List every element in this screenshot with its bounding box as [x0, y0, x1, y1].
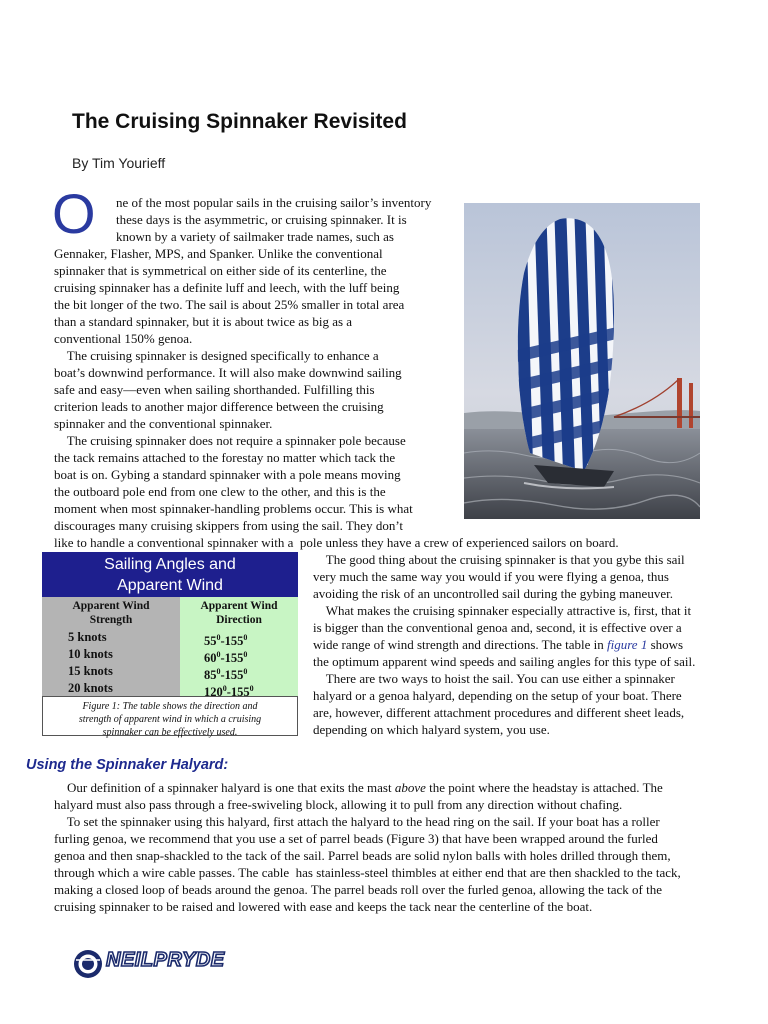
text-line: Gennaker, Flasher, MPS, and Spanker. Unlike the conventional: [54, 246, 383, 261]
text-line: are, however, different attachment procedures and different sheet leads,: [313, 705, 685, 720]
angle-min: 120: [204, 685, 223, 700]
text-line: these days is the asymmetric, or cruising spinnaker. It is: [116, 212, 407, 227]
emphasis: above: [394, 780, 426, 795]
text-line: halyard or a genoa halyard, depending on the setup of your boat. There: [313, 688, 682, 703]
degree-mark: 0: [243, 633, 248, 642]
column-header-line: Direction: [216, 614, 262, 626]
text-line: ne of the most popular sails in the cruising sailor’s inventory: [116, 195, 432, 210]
degree-mark: 0: [216, 650, 221, 659]
text-line: the bit longer of the two. The sail is about 25% smaller in total area: [54, 297, 405, 312]
text-line: criterion leads to another major difference between the cruising: [54, 399, 384, 414]
text-span: Our definition of a spinnaker halyard is one that exits the mast: [54, 780, 395, 795]
text-line: very much the same way you would if you were flying a genoa, thus: [313, 569, 669, 584]
text-line: furling genoa, we recommend that you use a set of parrel beads (Figure 3) that have been wrapped around the furled: [54, 831, 658, 846]
text-line: The cruising spinnaker is designed specifically to enhance a: [54, 348, 379, 363]
text-line: halyard must also pass through a free-swiveling block, allowing it to pull from any direction without chafing.: [54, 797, 623, 812]
text-line: boat is on. Gybing a standard spinnaker with a pole means moving: [54, 467, 401, 482]
text-line: spinnaker that is symmetrical on either side of its centerline, the: [54, 263, 387, 278]
text-line: cruising spinnaker to be raised and lowered with ease and keeps the tack near the centerline of the boat.: [54, 899, 593, 914]
table-cell: 20 knots: [68, 681, 113, 695]
table-title: [42, 552, 298, 597]
text-line: than a standard spinnaker, but it is about twice as big as a: [54, 314, 353, 329]
text-span: wide range of wind strength and directions. The table in: [313, 637, 607, 652]
logo-wordmark: NEILPRYDE: [106, 949, 225, 971]
table-cell: 10 knots: [68, 647, 113, 661]
text-line: cruising spinnaker has a definite luff and leech, with the luff being: [54, 280, 400, 295]
column-header: [180, 597, 298, 629]
drop-cap: O: [52, 182, 96, 245]
figure-caption: [42, 696, 298, 736]
text-line: conventional 150% genoa.: [54, 331, 193, 346]
neilpryde-logo: [72, 946, 242, 982]
text-line: the tack remains attached to the forestay no matter which tack the: [54, 450, 396, 465]
angle-max: -155: [220, 634, 244, 649]
text-line: the outboard pole end from one clew to the other, and this is the: [54, 484, 386, 499]
angle-min: 85: [204, 668, 217, 683]
neilpryde-logo-icon: [72, 948, 104, 980]
text-line: like to handle a conventional spinnaker with a pole unless they have a crew of experienced sailors on board.: [54, 535, 619, 550]
angle-max: -155: [226, 685, 250, 700]
text-line: The cruising spinnaker does not require a spinnaker pole because: [54, 433, 406, 448]
direction-column: [180, 597, 298, 700]
section-heading: Using the Spinnaker Halyard:: [26, 757, 229, 773]
table-cell: [180, 680, 298, 700]
strength-column: [42, 597, 180, 696]
column-header-line: Strength: [89, 614, 133, 626]
degree-mark: 0: [216, 667, 221, 676]
table-cell: [180, 646, 298, 666]
text-line: moment when most spinnaker-handling problems occur. This is what: [54, 501, 413, 516]
column-header-line: Apparent Wind: [72, 600, 150, 612]
degree-mark: 0: [243, 667, 248, 676]
degree-mark: 0: [216, 633, 221, 642]
sailing-angles-table: [42, 552, 298, 736]
table-cell: [180, 629, 298, 649]
angle-max: -155: [220, 668, 244, 683]
text-line: through which a wire cable passes. The cable has stainless-steel thimbles at either end that are then shackled to the tack,: [54, 865, 681, 880]
degree-mark: 0: [222, 684, 227, 693]
figure-reference: figure 1: [607, 637, 648, 652]
article-title: The Cruising Spinnaker Revisited: [72, 110, 407, 133]
text-line: [54, 779, 663, 796]
text-line: safe and easy—even when sailing shorthanded. Fulfilling this: [54, 382, 375, 397]
text-span: the point where the headstay is attached. The: [425, 780, 663, 795]
text-line: To set the spinnaker using this halyard, first attach the halyard to the head ring on the sail. If your boat has a roller: [54, 814, 660, 829]
table-title-line: Sailing Angles and: [104, 556, 236, 573]
text-line: discourages many cruising skippers from using the sail. They don’t: [54, 518, 404, 533]
caption-line: strength of apparent wind in which a cruising: [78, 714, 262, 725]
text-line: is bigger than the conventional genoa and, second, it is effective over a: [313, 620, 682, 635]
angle-min: 55: [204, 634, 217, 649]
text-line: genoa and then snap-shackled to the tack of the sail. Parrel beads are solid nylon balls with holes drilled through them,: [54, 848, 671, 863]
sailboat-spinnaker-photo: [464, 203, 700, 519]
text-line: What makes the cruising spinnaker especially attractive is, first, that it: [313, 603, 692, 618]
text-line: avoiding the risk of an uncontrolled sail during the gybing maneuver.: [313, 586, 673, 601]
table-cell: 15 knots: [68, 664, 113, 678]
table-body: [42, 597, 298, 700]
text-line: [313, 636, 683, 653]
text-line: The good thing about the cruising spinnaker is that you gybe this sail: [313, 552, 685, 567]
degree-mark: 0: [249, 684, 254, 693]
caption-line: spinnaker can be effectively used.: [102, 727, 238, 738]
table-cell: [180, 663, 298, 683]
table-title-line: Apparent Wind: [117, 577, 223, 594]
degree-mark: 0: [243, 650, 248, 659]
caption-line: Figure 1: The table shows the direction and: [82, 701, 258, 712]
text-span: shows: [647, 637, 684, 652]
column-header-line: Apparent Wind: [200, 600, 278, 612]
byline: By Tim Yourieff: [72, 155, 166, 171]
column-header: [42, 597, 180, 629]
text-line: depending on which halyard system, you use.: [313, 722, 550, 737]
angle-min: 60: [204, 651, 217, 666]
table-cell: 5 knots: [68, 630, 107, 644]
text-line: spinnaker and the conventional spinnaker.: [54, 416, 273, 431]
text-line: boat’s downwind performance. It will also make downwind sailing: [54, 365, 402, 380]
text-line: known by a variety of sailmaker trade names, such as: [116, 229, 394, 244]
text-line: the optimum apparent wind speeds and sailing angles for this type of sail.: [313, 654, 696, 669]
angle-max: -155: [220, 651, 244, 666]
text-line: making a closed loop of beads around the genoa. The parrel beads roll over the furled genoa, allowing the tack of the: [54, 882, 663, 897]
text-line: There are two ways to hoist the sail. You can use either a spinnaker: [313, 671, 675, 686]
